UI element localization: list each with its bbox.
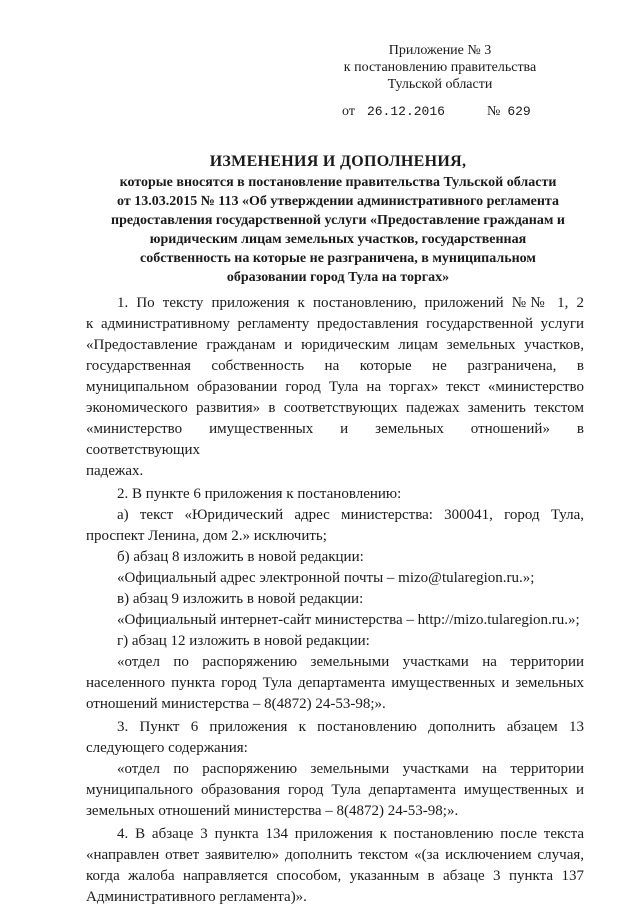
- body-line: к административному регламенту предоставления государственной услуги: [86, 316, 584, 332]
- body-line: «Официальный интернет-сайт министерства – http://mizo.tularegion.ru.»;: [117, 612, 580, 628]
- body-line: «направлен ответ заявителю» дополнить текстом «(за исключением случая,: [86, 847, 584, 863]
- document-body: [86, 293, 584, 908]
- body-line: муниципальном образовании город Тула на торгах» текст «министерство: [86, 379, 584, 395]
- body-line: 2. В пункте 6 приложения к постановлению:: [117, 486, 402, 502]
- body-line: населенного пункта город Тула департамента имущественных и земельных: [86, 675, 584, 691]
- body-line: «отдел по распоряжению земельными участками на территории: [117, 761, 584, 777]
- body-line: «министерство имущественных и земельных отношений» в соответствующих: [86, 421, 584, 458]
- title-line: предоставления государственной услуги «Предоставление гражданам и: [111, 213, 565, 228]
- body-line: «Предоставление гражданам и юридическим лицам земельных участков,: [86, 337, 584, 353]
- body-line: муниципального образования город Тула департамента имущественных и: [86, 782, 584, 798]
- title-line: собственность на которые не разграничена, в муниципальном: [140, 251, 536, 266]
- body-line: следующего содержания:: [86, 740, 248, 756]
- title-line: юридическим лицам земельных участков, государственная: [149, 232, 527, 247]
- body-line: отношений министерства – 8(4872) 24-53-98;».: [86, 696, 386, 712]
- document-title: [88, 152, 588, 287]
- document-number: 629: [507, 104, 531, 119]
- body-line: 1. По тексту приложения к постановлению, приложений №№ 1, 2: [117, 295, 584, 311]
- body-line: б) абзац 8 изложить в новой редакции:: [117, 549, 364, 565]
- title-line: образовании город Тула на торгах»: [226, 270, 450, 285]
- appendix-line: Приложение № 3: [388, 43, 492, 58]
- appendix-line: к постановлению правительства: [343, 60, 537, 75]
- body-line: экономического развития» в соответствующих падежах заменить текстом: [86, 400, 584, 416]
- body-line: а) текст «Юридический адрес министерства: 300041, город Тула,: [117, 507, 584, 523]
- body-line: земельных отношений министерства – 8(4872) 24-53-98;».: [86, 803, 459, 819]
- body-line: проспект Ленина, дом 2.» исключить;: [86, 528, 327, 544]
- document-date: 26.12.2016: [366, 104, 445, 119]
- body-line: 3. Пункт 6 приложения к постановлению дополнить абзацем 13: [117, 719, 584, 735]
- body-line: когда жалоба направляется способом, указанным в абзаце 3 пункта 137: [86, 868, 584, 884]
- title-line: которые вносятся в постановление правительства Тульской области: [119, 175, 557, 190]
- body-line: г) абзац 12 изложить в новой редакции:: [117, 633, 370, 649]
- document-date-number: [342, 104, 531, 120]
- body-line: падежах.: [86, 463, 144, 479]
- body-line: в) абзац 9 изложить в новой редакции:: [117, 591, 364, 607]
- title-line: от 13.03.2015 № 113 «Об утверждении административного регламента: [117, 194, 559, 209]
- date-prefix: от: [342, 104, 355, 119]
- body-line: 4. В абзаце 3 пункта 134 приложения к постановлению после текста: [117, 826, 584, 842]
- appendix-reference: [340, 42, 540, 93]
- body-line: Административного регламента)».: [86, 889, 307, 905]
- title-main: ИЗМЕНЕНИЯ И ДОПОЛНЕНИЯ,: [209, 153, 467, 170]
- body-line: «отдел по распоряжению земельными участками на территории: [117, 654, 584, 670]
- number-prefix: №: [486, 104, 501, 119]
- appendix-line: Тульской области: [387, 77, 493, 92]
- body-line: «Официальный адрес электронной почты – mizo@tularegion.ru.»;: [117, 570, 535, 586]
- body-line: государственная собственность на которые не разграничена, в: [86, 358, 584, 374]
